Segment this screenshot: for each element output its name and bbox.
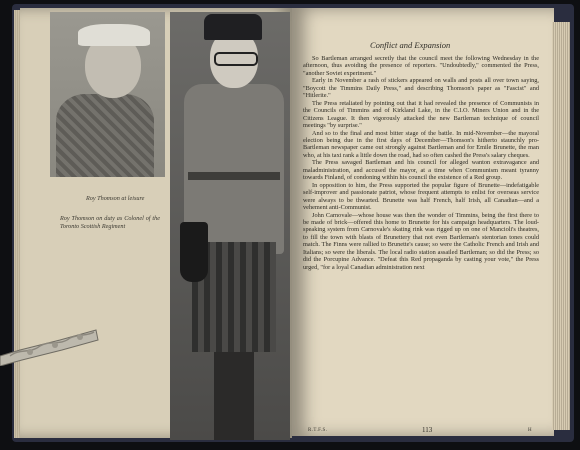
gathering-mark: H bbox=[528, 428, 532, 433]
paragraph: The Press savaged Bartleman and his council for alleged wanton extravagance and maladministration, and accused the mayor, at a time when Communism meant tyranny towards Finland, of condoning within his council the existence of a Red group. bbox=[303, 159, 539, 182]
signature-mark: R.T.F.S. bbox=[308, 428, 328, 433]
paragraph: And so to the final and most bitter stage of the battle. In mid-November—the mayoral election being due in the first days of December—Thomson's hitherto staunchly pro-Bartleman newspaper came out strongly against Bartleman and for Emile Brunette, the man who, at his taxi rank a little down the road, had so often cashed the Press's salary cheques. bbox=[303, 129, 539, 159]
caption-leisure: Roy Thomson at leisure bbox=[86, 195, 145, 202]
photo2-hat bbox=[204, 14, 262, 40]
caption-colonel: Roy Thomson on duty as Colonel of the Toronto Scottish Regiment bbox=[60, 215, 160, 231]
page-number: 113 bbox=[422, 426, 433, 434]
photo2-glasses bbox=[214, 52, 258, 66]
photo1-shirt bbox=[56, 94, 154, 177]
photo-roy-thomson-colonel bbox=[170, 12, 290, 440]
photo2-legs bbox=[214, 352, 254, 440]
photo2-sporran bbox=[180, 222, 208, 282]
paragraph: Early in November a rash of stickers appeared on walls and posts all over town saying, "Boycott the Timmins Daily Press," and describing Thomson's paper as "Fascist" and "Hitlerite." bbox=[303, 77, 539, 100]
photo2-belt bbox=[188, 172, 280, 180]
running-head: Conflict and Expansion bbox=[370, 40, 451, 50]
body-text bbox=[303, 55, 539, 271]
paragraph: John Carnovale—whose house was then the wonder of Timmins, being the first there to be made of brick—offered this home to Brunette for his campaign headquarters. The loud-speaking system from Carnovale's skating rink was rigged up on one of Mancioli's theatres, to fill the town with blasts of Brunettery that not even Bartleman's stentorian tones could match. The Finns were rallied to Brunette's cause; so were the Catholic French and Irish and Italians; so were the liberals. The local radio station assailed Bartleman; so did the Press; so did the Porcupine Advance. "Defeat this Red propaganda by casting your vote," the Press urged, "for a loyal Canadian administration next bbox=[303, 211, 539, 271]
right-page-edges bbox=[552, 22, 570, 430]
paragraph: The Press retaliated by pointing out that it had revealed the presence of Communists in the Councils of Timmins and of Kirkland Lake, in the C.I.O. Miners Union and in the Citizens League. It then vigorously attacked the new Bartleman technique of council meetings "by surprise." bbox=[303, 99, 539, 130]
photo1-cap bbox=[78, 24, 150, 46]
paragraph: So Bartleman arranged secretly that the council meet the following Wednesday in the afternoon, thus avoiding the presence of reporters. "Undoubtedly," commented the Press, "another Soviet experiment." bbox=[303, 55, 539, 77]
paragraph: In opposition to him, the Press supported the popular figure of Brunette—indefatigable self-improver and passionate patriot, whose frequent attempts to enlist for overseas service were always to be thwarted. Brunette was half French, half Irish, all Canadian—and a vehement anti-Communist. bbox=[303, 181, 539, 212]
metal-bookmark-clip bbox=[0, 326, 100, 366]
photo-roy-thomson-leisure bbox=[50, 12, 165, 177]
